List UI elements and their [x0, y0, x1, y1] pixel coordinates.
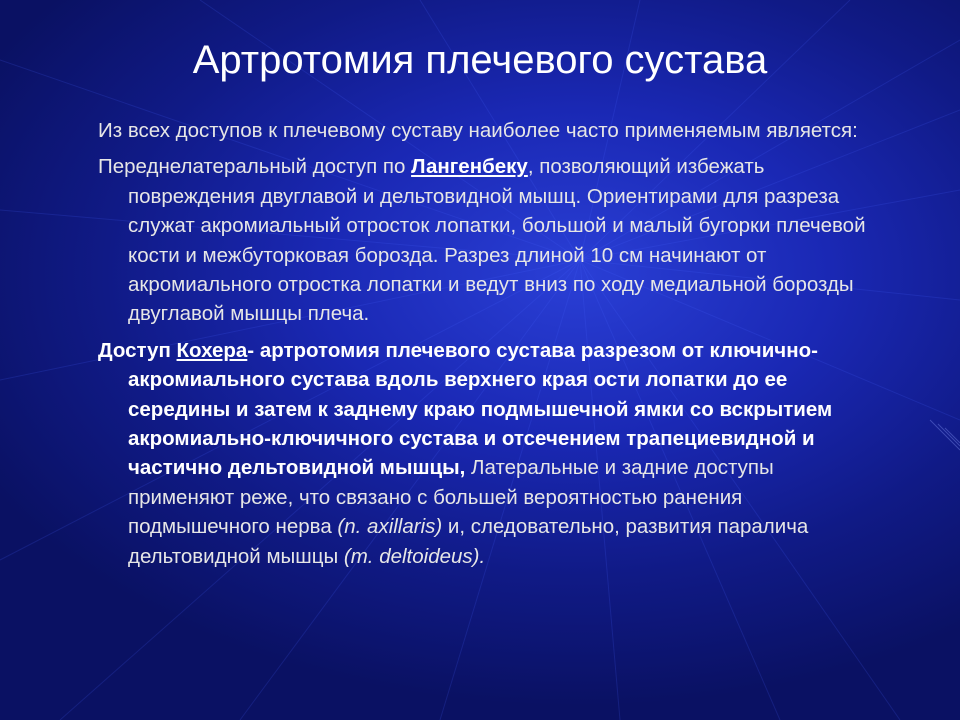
latin-axillaris: (n. axillaris) — [337, 515, 443, 539]
langenbeck-link[interactable]: Лангенбеку — [411, 155, 528, 179]
paragraph-intro — [98, 116, 878, 145]
kocher-description: - артротомия плечевого сустава разрезом от ключично-акромиального сустава вдоль верхнего края ости лопатки до ее середины и затем к заднему краю подмышечной ямки со вскрытием акромиально-ключичного сустава и отсечением трапециевидной и частично дельтовидной мышцы, — [128, 338, 833, 480]
langenbeck-lead: Переднелатеральный доступ по — [98, 155, 412, 179]
slide-body — [98, 116, 878, 578]
langenbeck-description: , позволяющий избежать повреждения двуглавой и дельтовидной мышц. Ориентирами для разреза служат акромиальный отросток лопатки, большой и малый бугорки плечевой кости и межбуторковая борозда. Разрез длиной 10 см начинают от акромиального отростка лопатки и ведут вниз по ходу медиальной борозды двуглавой мышцы плеча. — [128, 155, 866, 326]
kocher-link[interactable]: Кохера — [176, 338, 248, 362]
paragraph-kocher — [98, 336, 878, 571]
kocher-lead: Доступ — [98, 338, 177, 362]
lateral-access-text: Латеральные и задние доступы применяют реже, что связано с большей вероятностью ранения подмышечного нерва — [128, 456, 774, 539]
latin-deltoideus: (m. deltoideus). — [343, 544, 486, 568]
paragraph-langenbeck — [98, 152, 878, 328]
paralysis-text: и, следовательно, развития паралича дельтовидной мышцы — [128, 515, 809, 568]
intro-text: Из всех доступов к плечевому суставу наиболее часто применяемым является: — [98, 119, 858, 142]
slide-title: Артротомия плечевого сустава — [192, 38, 768, 82]
